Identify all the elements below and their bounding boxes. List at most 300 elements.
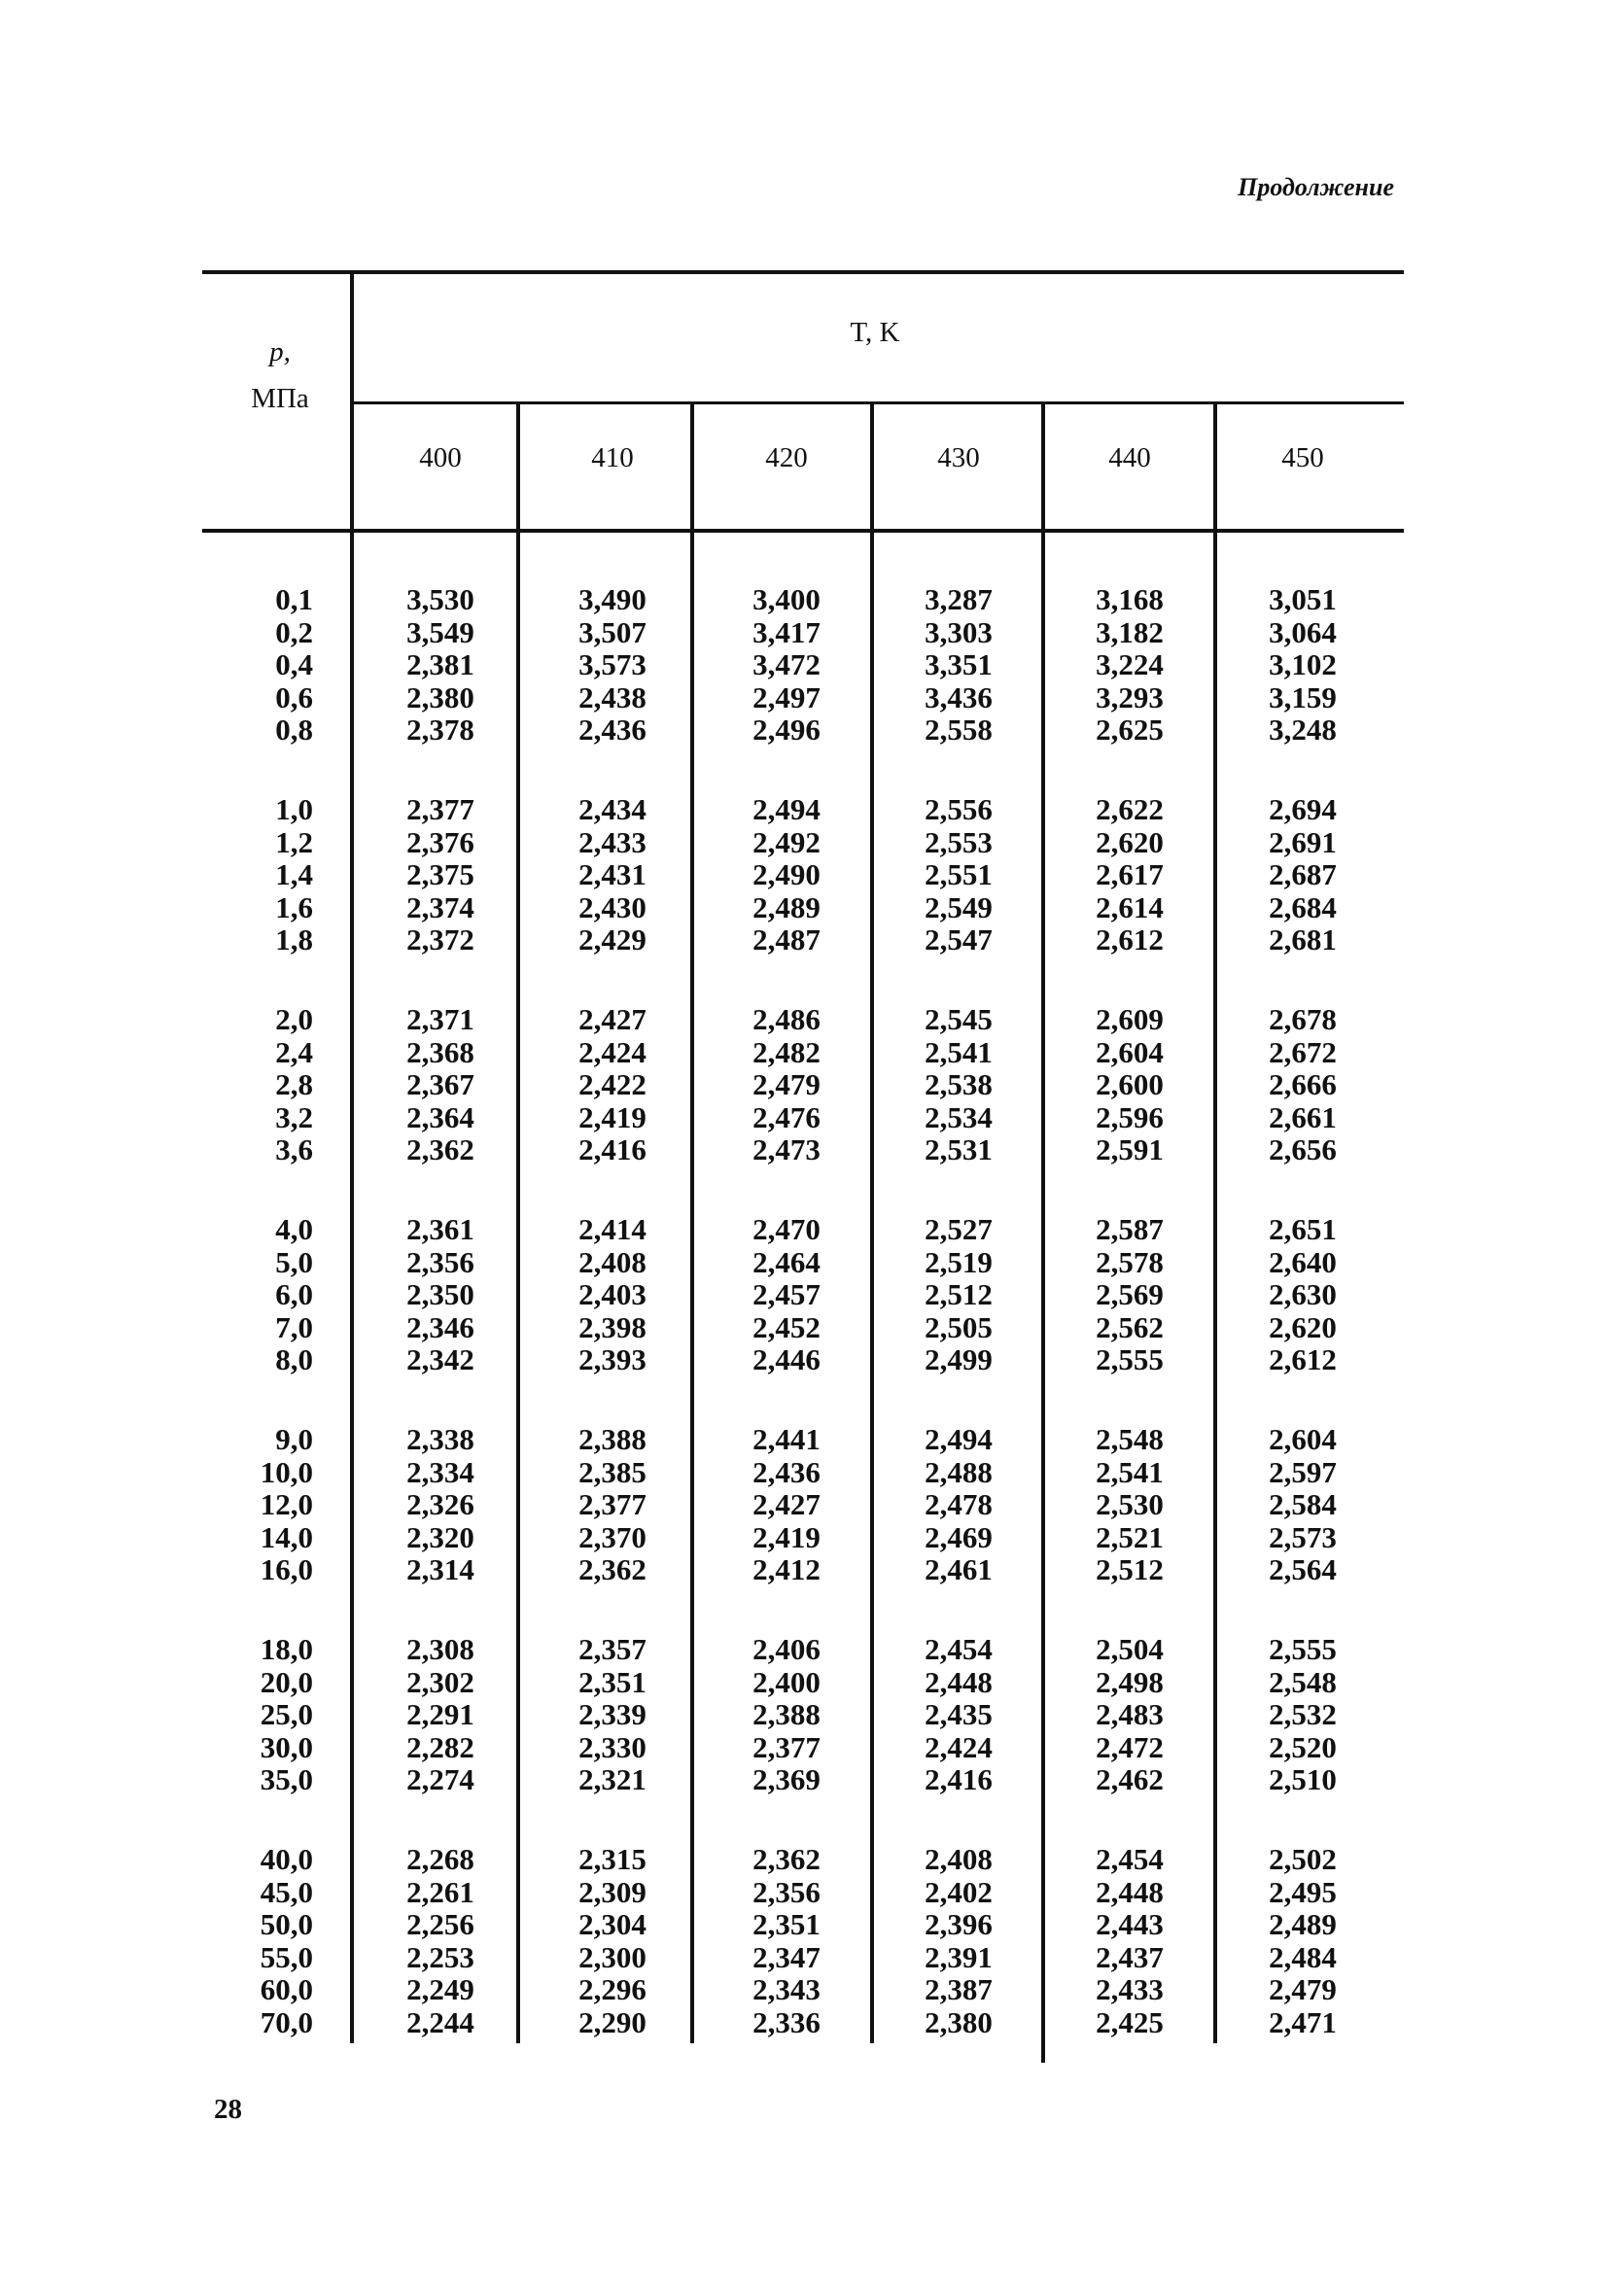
value-column-440 [1062, 583, 1198, 747]
pressure-value: 0,1 [275, 582, 313, 616]
value-column-450 [1235, 1213, 1371, 1376]
table-cell: 2,347 [752, 1939, 821, 1974]
value-column-430 [891, 1423, 1027, 1586]
table-cell: 2,681 [1269, 922, 1337, 957]
table-cell: 2,521 [1096, 1519, 1164, 1554]
pressure-value: 8,0 [275, 1342, 313, 1376]
table-cell: 2,433 [1096, 1972, 1164, 2006]
table-cell: 2,531 [925, 1132, 993, 1166]
value-column-430 [891, 583, 1027, 747]
column-divider [1041, 402, 1045, 2063]
pressure-value: 6,0 [275, 1277, 313, 1311]
pressure-value: 1,8 [275, 922, 313, 957]
table-cell: 2,630 [1269, 1277, 1337, 1311]
table-cell: 2,361 [406, 1212, 474, 1246]
table-cell: 2,408 [578, 1244, 647, 1279]
table-cell: 2,416 [925, 1762, 993, 1796]
pressure-value: 35,0 [260, 1762, 313, 1796]
table-cell: 2,249 [406, 1972, 474, 2006]
table-top-rule [202, 270, 1404, 274]
table-cell: 2,326 [406, 1487, 474, 1521]
pressure-value: 12,0 [260, 1487, 313, 1521]
table-cell: 2,244 [406, 2004, 474, 2039]
table-cell: 2,419 [752, 1519, 821, 1554]
pressure-value: 4,0 [275, 1212, 313, 1246]
value-column-450 [1235, 1843, 1371, 2038]
table-cell: 2,512 [925, 1277, 993, 1311]
table-cell: 2,370 [578, 1519, 647, 1554]
pressure-value: 7,0 [275, 1309, 313, 1344]
value-column-450 [1235, 1003, 1371, 1166]
column-divider [516, 402, 520, 2043]
table-cell: 2,367 [406, 1067, 474, 1101]
table-cell: 2,436 [578, 713, 647, 747]
temperature-400-header: 400 [419, 442, 462, 473]
pressure-group [206, 793, 313, 957]
table-cell: 2,483 [1096, 1697, 1164, 1731]
table-cell: 2,362 [406, 1132, 474, 1166]
table-cell: 2,350 [406, 1277, 474, 1311]
table-cell: 2,520 [1269, 1729, 1337, 1764]
value-column-410 [544, 1423, 681, 1586]
pressure-group [206, 1843, 313, 2038]
column-divider [870, 402, 874, 2043]
table-cell: 2,495 [1269, 1874, 1337, 1909]
pressure-value: 25,0 [260, 1697, 313, 1731]
value-column-420 [718, 1423, 855, 1586]
value-column-400 [372, 793, 508, 957]
table-cell: 2,414 [578, 1212, 647, 1246]
table-cell: 2,555 [1096, 1342, 1164, 1376]
value-column-410 [544, 1213, 681, 1376]
table-cell: 2,448 [1096, 1874, 1164, 1909]
table-cell: 2,435 [925, 1697, 993, 1731]
table-cell: 3,417 [752, 614, 821, 649]
value-column-450 [1235, 793, 1371, 957]
pressure-value: 1,6 [275, 889, 313, 924]
table-cell: 2,545 [925, 1002, 993, 1036]
table-cell: 2,578 [1096, 1244, 1164, 1279]
value-column-430 [891, 1843, 1027, 2038]
table-cell: 2,308 [406, 1632, 474, 1666]
table-cell: 2,368 [406, 1034, 474, 1069]
table-cell: 2,482 [752, 1034, 821, 1069]
value-column-450 [1235, 583, 1371, 747]
pressure-value: 45,0 [260, 1874, 313, 1909]
table-cell: 2,452 [752, 1309, 821, 1344]
table-cell: 2,551 [925, 857, 993, 891]
value-column-420 [718, 793, 855, 957]
table-cell: 2,591 [1096, 1132, 1164, 1166]
table-cell: 2,620 [1269, 1309, 1337, 1344]
table-cell: 2,562 [1096, 1309, 1164, 1344]
table-cell: 2,532 [1269, 1697, 1337, 1731]
pressure-value: 20,0 [260, 1664, 313, 1699]
table-cell: 2,564 [1269, 1552, 1337, 1586]
table-cell: 2,309 [578, 1874, 647, 1909]
table-cell: 2,486 [752, 1002, 821, 1036]
table-cell: 3,472 [752, 647, 821, 681]
table-cell: 2,412 [752, 1552, 821, 1586]
table-cell: 2,425 [1096, 2004, 1164, 2039]
table-cell: 2,469 [925, 1519, 993, 1554]
pressure-value: 0,8 [275, 713, 313, 747]
value-column-400 [372, 1213, 508, 1376]
table-cell: 2,596 [1096, 1099, 1164, 1134]
table-cell: 2,478 [925, 1487, 993, 1521]
table-cell: 2,640 [1269, 1244, 1337, 1279]
table-cell: 2,320 [406, 1519, 474, 1554]
column-divider [1213, 402, 1217, 2043]
table-cell: 2,597 [1269, 1454, 1337, 1489]
temperature-410-header: 410 [591, 442, 634, 473]
table-cell: 2,489 [752, 889, 821, 924]
pressure-value: 2,4 [275, 1034, 313, 1069]
table-cell: 2,437 [1096, 1939, 1164, 1974]
table-cell: 2,479 [752, 1067, 821, 1101]
table-cell: 2,434 [578, 792, 647, 826]
table-cell: 2,396 [925, 1907, 993, 1941]
table-cell: 2,519 [925, 1244, 993, 1279]
table-cell: 3,168 [1096, 582, 1164, 616]
page-number: 28 [214, 2094, 242, 2125]
table-cell: 2,419 [578, 1099, 647, 1134]
table-cell: 2,541 [1096, 1454, 1164, 1489]
table-cell: 2,356 [406, 1244, 474, 1279]
table-cell: 2,282 [406, 1729, 474, 1764]
pressure-value: 0,6 [275, 679, 313, 714]
table-cell: 3,303 [925, 614, 993, 649]
table-cell: 2,408 [925, 1842, 993, 1876]
value-column-420 [718, 1633, 855, 1796]
table-cell: 2,433 [578, 824, 647, 859]
table-cell: 2,300 [578, 1939, 647, 1974]
value-column-430 [891, 1633, 1027, 1796]
table-cell: 2,461 [925, 1552, 993, 1586]
table-cell: 2,356 [752, 1874, 821, 1909]
table-cell: 2,274 [406, 1762, 474, 1796]
table-cell: 2,530 [1096, 1487, 1164, 1521]
pressure-value: 16,0 [260, 1552, 313, 1586]
value-column-440 [1062, 1633, 1198, 1796]
table-cell: 2,376 [406, 824, 474, 859]
table-cell: 2,374 [406, 889, 474, 924]
value-column-450 [1235, 1633, 1371, 1796]
table-cell: 2,617 [1096, 857, 1164, 891]
pressure-value: 2,0 [275, 1002, 313, 1036]
table-cell: 2,346 [406, 1309, 474, 1344]
table-cell: 2,612 [1096, 922, 1164, 957]
table-cell: 2,388 [752, 1697, 821, 1731]
table-cell: 3,530 [406, 582, 474, 616]
table-cell: 2,471 [1269, 2004, 1337, 2039]
table-cell: 2,391 [925, 1939, 993, 1974]
pressure-value: 3,2 [275, 1099, 313, 1134]
value-column-400 [372, 1003, 508, 1166]
table-cell: 2,431 [578, 857, 647, 891]
value-column-410 [544, 1843, 681, 2038]
table-cell: 2,268 [406, 1842, 474, 1876]
table-cell: 2,377 [752, 1729, 821, 1764]
table-cell: 2,464 [752, 1244, 821, 1279]
table-cell: 2,377 [406, 792, 474, 826]
value-column-410 [544, 1003, 681, 1166]
table-cell: 2,510 [1269, 1762, 1337, 1796]
pressure-group [206, 1423, 313, 1586]
table-cell: 2,351 [578, 1664, 647, 1699]
table-cell: 2,614 [1096, 889, 1164, 924]
table-cell: 2,369 [752, 1762, 821, 1796]
table-cell: 2,512 [1096, 1552, 1164, 1586]
table-cell: 2,403 [578, 1277, 647, 1311]
table-cell: 2,612 [1269, 1342, 1337, 1376]
table-cell: 2,549 [925, 889, 993, 924]
table-cell: 2,548 [1096, 1422, 1164, 1456]
value-column-440 [1062, 1423, 1198, 1586]
continuation-label: Продолжение [1238, 173, 1394, 201]
table-cell: 2,473 [752, 1132, 821, 1166]
table-cell: 2,336 [752, 2004, 821, 2039]
value-column-420 [718, 583, 855, 747]
temperature-header-rule [352, 401, 1404, 404]
table-cell: 2,436 [752, 1454, 821, 1489]
table-cell: 2,290 [578, 2004, 647, 2039]
value-column-400 [372, 1423, 508, 1586]
table-cell: 2,388 [578, 1422, 647, 1456]
table-cell: 3,549 [406, 614, 474, 649]
table-cell: 2,489 [1269, 1907, 1337, 1941]
table-cell: 2,454 [1096, 1842, 1164, 1876]
pressure-value: 1,0 [275, 792, 313, 826]
table-cell: 2,569 [1096, 1277, 1164, 1311]
table-cell: 2,472 [1096, 1729, 1164, 1764]
table-cell: 2,398 [578, 1309, 647, 1344]
table-cell: 2,609 [1096, 1002, 1164, 1036]
table-cell: 2,261 [406, 1874, 474, 1909]
pressure-value: 14,0 [260, 1519, 313, 1554]
table-cell: 2,375 [406, 857, 474, 891]
table-cell: 2,555 [1269, 1632, 1337, 1666]
table-cell: 2,315 [578, 1842, 647, 1876]
value-column-440 [1062, 1843, 1198, 2038]
table-cell: 2,430 [578, 889, 647, 924]
pressure-group [206, 1633, 313, 1796]
table-cell: 2,488 [925, 1454, 993, 1489]
table-cell: 2,448 [925, 1664, 993, 1699]
table-cell: 2,604 [1096, 1034, 1164, 1069]
table-cell: 2,351 [752, 1907, 821, 1941]
table-cell: 2,314 [406, 1552, 474, 1586]
table-cell: 2,498 [1096, 1664, 1164, 1699]
temperature-440-header: 440 [1108, 442, 1151, 473]
pressure-value: 9,0 [275, 1422, 313, 1456]
table-cell: 2,573 [1269, 1519, 1337, 1554]
table-cell: 2,694 [1269, 792, 1337, 826]
table-cell: 2,402 [925, 1874, 993, 1909]
table-cell: 2,484 [1269, 1939, 1337, 1974]
table-cell: 2,393 [578, 1342, 647, 1376]
table-cell: 2,438 [578, 679, 647, 714]
table-cell: 2,496 [752, 713, 821, 747]
table-cell: 2,406 [752, 1632, 821, 1666]
pressure-value: 5,0 [275, 1244, 313, 1279]
pressure-value: 0,2 [275, 614, 313, 649]
table-cell: 2,625 [1096, 713, 1164, 747]
table-cell: 2,556 [925, 792, 993, 826]
table-cell: 2,490 [752, 857, 821, 891]
table-cell: 3,351 [925, 647, 993, 681]
table-cell: 2,443 [1096, 1907, 1164, 1941]
value-column-410 [544, 1633, 681, 1796]
table-cell: 2,334 [406, 1454, 474, 1489]
table-cell: 2,651 [1269, 1212, 1337, 1246]
table-cell: 2,362 [578, 1552, 647, 1586]
value-column-420 [718, 1843, 855, 2038]
pressure-value: 60,0 [260, 1972, 313, 2006]
table-cell: 2,378 [406, 713, 474, 747]
pressure-group [206, 1213, 313, 1376]
table-cell: 2,672 [1269, 1034, 1337, 1069]
table-cell: 3,051 [1269, 582, 1337, 616]
pressure-label: p, [269, 336, 291, 367]
value-column-410 [544, 793, 681, 957]
value-column-440 [1062, 793, 1198, 957]
table-cell: 2,457 [752, 1277, 821, 1311]
table-cell: 2,558 [925, 713, 993, 747]
table-cell: 2,666 [1269, 1067, 1337, 1101]
table-cell: 3,287 [925, 582, 993, 616]
pressure-value: 3,6 [275, 1132, 313, 1166]
table-cell: 2,476 [752, 1099, 821, 1134]
value-column-430 [891, 793, 1027, 957]
table-cell: 2,661 [1269, 1099, 1337, 1134]
pressure-value: 10,0 [260, 1454, 313, 1489]
table-cell: 2,462 [1096, 1762, 1164, 1796]
pressure-unit: МПа [251, 383, 309, 414]
header-bottom-rule [202, 529, 1404, 533]
table-cell: 2,364 [406, 1099, 474, 1134]
pressure-value: 1,4 [275, 857, 313, 891]
table-cell: 2,357 [578, 1632, 647, 1666]
table-cell: 2,296 [578, 1972, 647, 2006]
temperature-430-header: 430 [937, 442, 980, 473]
value-column-440 [1062, 1003, 1198, 1166]
table-cell: 2,371 [406, 1002, 474, 1036]
pressure-value: 40,0 [260, 1842, 313, 1876]
table-cell: 2,362 [752, 1842, 821, 1876]
table-cell: 2,256 [406, 1907, 474, 1941]
table-cell: 2,424 [578, 1034, 647, 1069]
table-cell: 2,687 [1269, 857, 1337, 891]
table-cell: 2,385 [578, 1454, 647, 1489]
table-cell: 2,584 [1269, 1487, 1337, 1521]
table-cell: 2,343 [752, 1972, 821, 2006]
table-cell: 2,487 [752, 922, 821, 957]
table-cell: 2,441 [752, 1422, 821, 1456]
pressure-value: 18,0 [260, 1632, 313, 1666]
table-cell: 2,499 [925, 1342, 993, 1376]
pressure-value: 0,4 [275, 647, 313, 681]
table-cell: 2,492 [752, 824, 821, 859]
table-cell: 2,330 [578, 1729, 647, 1764]
table-cell: 3,507 [578, 614, 647, 649]
table-cell: 2,600 [1096, 1067, 1164, 1101]
table-cell: 2,416 [578, 1132, 647, 1166]
pressure-group [206, 1003, 313, 1166]
table-cell: 2,497 [752, 679, 821, 714]
table-cell: 2,505 [925, 1309, 993, 1344]
pressure-value: 55,0 [260, 1939, 313, 1974]
value-column-400 [372, 1843, 508, 2038]
table-cell: 2,372 [406, 922, 474, 957]
table-cell: 2,304 [578, 1907, 647, 1941]
table-cell: 2,387 [925, 1972, 993, 2006]
value-column-420 [718, 1213, 855, 1376]
table-cell: 2,427 [752, 1487, 821, 1521]
table-cell: 2,400 [752, 1664, 821, 1699]
table-cell: 2,302 [406, 1664, 474, 1699]
table-cell: 2,604 [1269, 1422, 1337, 1456]
table-cell: 3,293 [1096, 679, 1164, 714]
table-cell: 2,678 [1269, 1002, 1337, 1036]
value-column-410 [544, 583, 681, 747]
table-cell: 2,291 [406, 1697, 474, 1731]
value-column-430 [891, 1003, 1027, 1166]
table-cell: 2,342 [406, 1342, 474, 1376]
table-cell: 2,494 [925, 1422, 993, 1456]
temperature-450-header: 450 [1281, 442, 1324, 473]
table-cell: 2,548 [1269, 1664, 1337, 1699]
table-cell: 2,454 [925, 1632, 993, 1666]
table-cell: 2,538 [925, 1067, 993, 1101]
table-cell: 2,338 [406, 1422, 474, 1456]
value-column-450 [1235, 1423, 1371, 1586]
table-cell: 2,547 [925, 922, 993, 957]
pressure-value: 1,2 [275, 824, 313, 859]
table-cell: 2,534 [925, 1099, 993, 1134]
table-cell: 2,620 [1096, 824, 1164, 859]
table-cell: 3,064 [1269, 614, 1337, 649]
pressure-value: 50,0 [260, 1907, 313, 1941]
table-cell: 2,494 [752, 792, 821, 826]
temperature-label: T, K [850, 317, 900, 348]
table-cell: 3,490 [578, 582, 647, 616]
table-cell: 2,427 [578, 1002, 647, 1036]
table-cell: 3,573 [578, 647, 647, 681]
table-cell: 2,429 [578, 922, 647, 957]
pressure-group [206, 583, 313, 747]
table-cell: 2,380 [925, 2004, 993, 2039]
table-cell: 2,504 [1096, 1632, 1164, 1666]
pressure-column-divider [350, 272, 354, 2043]
table-cell: 2,553 [925, 824, 993, 859]
table-cell: 2,422 [578, 1067, 647, 1101]
table-cell: 2,470 [752, 1212, 821, 1246]
table-cell: 2,502 [1269, 1842, 1337, 1876]
table-cell: 2,377 [578, 1487, 647, 1521]
table-cell: 3,182 [1096, 614, 1164, 649]
table-cell: 2,479 [1269, 1972, 1337, 2006]
value-column-430 [891, 1213, 1027, 1376]
pressure-value: 70,0 [260, 2004, 313, 2039]
value-column-400 [372, 1633, 508, 1796]
table-cell: 2,446 [752, 1342, 821, 1376]
table-cell: 3,436 [925, 679, 993, 714]
table-cell: 2,339 [578, 1697, 647, 1731]
table-cell: 2,380 [406, 679, 474, 714]
table-cell: 2,424 [925, 1729, 993, 1764]
table-cell: 2,684 [1269, 889, 1337, 924]
